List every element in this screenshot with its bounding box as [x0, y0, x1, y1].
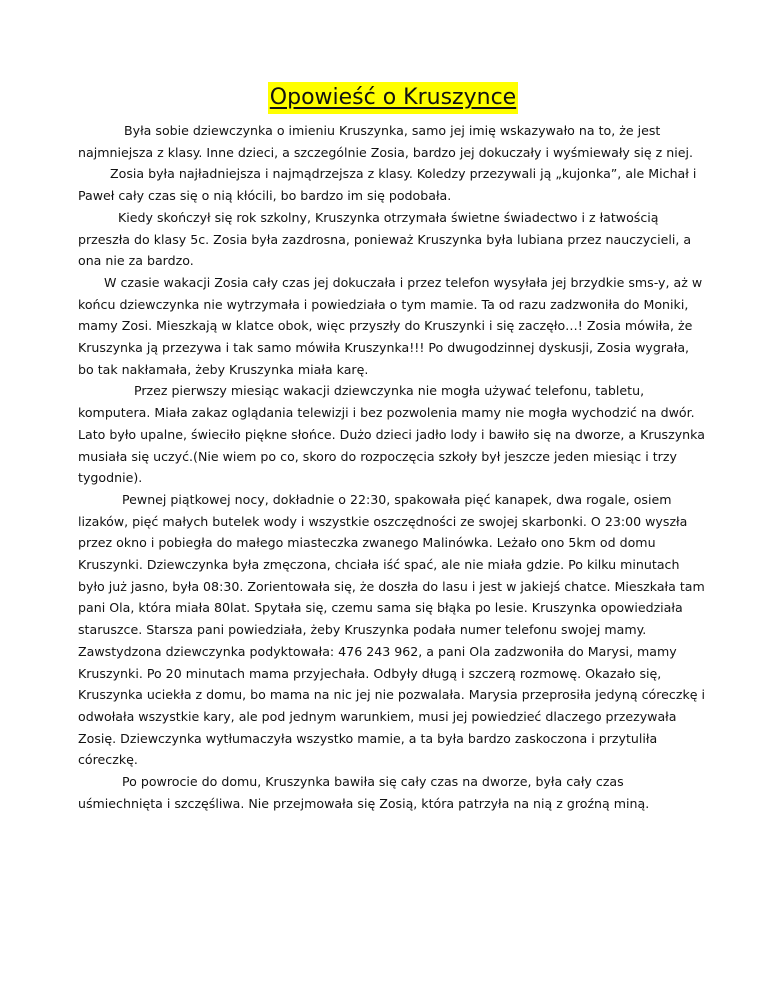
story-body: [78, 120, 708, 815]
document-title: Opowieść o Kruszynce: [268, 82, 518, 114]
paragraph-2: Zosia była najładniejsza i najmądrzejsza z klasy. Koledzy przezywali ją „kujonka”, ale Michał i Paweł cały czas się o nią kłócili, bo bardzo im się podobała.: [78, 166, 697, 204]
paragraph-6: Pewnej piątkowej nocy, dokładnie o 22:30, spakowała pięć kanapek, dwa rogale, osiem lizaków, pięć małych butelek wody i wszystkie oszczędności ze swojej skarbonki. O 23:00 wyszła przez okno i pobiegła do małego miasteczka zwanego Malinówka. Leżało ono 5km od domu Kruszynki. Dziewczynka była zmęczona, chciała iść spać, ale nie miała gdzie. Po kilku minutach było już jasno, była 08:30. Zorientowała się, że doszła do lasu i jest w jakiejś chatce. Mieszkała tam pani Ola, która miała 80lat. Spytała się, czemu sama się błąka po lesie. Kruszynka opowiedziała staruszce. Starsza pani powiedziała, żeby Kruszynka podała numer telefonu swojej mamy. Zawstydzona dziewczynka podyktowała: 476 243 962, a pani Ola zadzwoniła do Marysi, mamy Kruszynki. Po 20 minutach mama przyjechała. Odbyły długą i szczerą rozmowę. Okazało się, Kruszynka uciekła z domu, bo mama na nic jej nie pozwalała. Marysia przeprosiła jedyną córeczkę i odwołała wszystkie kary, ale pod jednym warunkiem, musi jej powiedzieć dlaczego przezywała Zosię. Dziewczynka wytłumaczyła wszystko mamie, a ta była bardzo zaskoczona i przytuliła córeczkę.: [78, 491, 705, 768]
paragraph-1: Była sobie dziewczynka o imieniu Kruszynka, samo jej imię wskazywało na to, że jest najmniejsza z klasy. Inne dzieci, a szczególnie Zosia, bardzo jej dokuczały i wyśmiewały się z niej.: [78, 123, 694, 160]
title-row: [78, 82, 708, 114]
paragraph-4: W czasie wakacji Zosia cały czas jej dokuczała i przez telefon wysyłała jej brzydkie sms-y, aż w końcu dziewczynka nie wytrzymała i powiedziała o tym mamie. Ta od razu zadzwoniła do Moniki, mamy Zosi. Mieszkają w klatce obok, więc przyszły do Kruszynki i się zaczęło…! Zosia mówiła, że Kruszynka ją przezywa i tak samo mówiła Kruszynka!!! Po dwugodzinnej dyskusji, Zosia wygrała, bo tak nakłamała, żeby Kruszynka miała karę.: [78, 274, 703, 377]
paragraph-3: Kiedy skończył się rok szkolny, Kruszynka otrzymała świetne świadectwo i z łatwością przeszła do klasy 5c. Zosia była zazdrosna, ponieważ Kruszynka była lubiana przez nauczycieli, a ona nie za bardzo.: [78, 209, 692, 269]
paragraph-5: Przez pierwszy miesiąc wakacji dziewczynka nie mogła używać telefonu, tabletu, komputera. Miała zakaz oglądania telewizji i bez pozwolenia mamy nie mogła wychodzić na dwór. Lato było upalne, świeciło piękne słońce. Dużo dzieci jadło lody i bawiło się na dworze, a Kruszynka musiała się uczyć.(Nie wiem po co, skoro do rozpoczęcia szkoły był jeszcze jeden miesiąc i trzy tygodnie).: [78, 383, 705, 486]
paragraph-7: Po powrocie do domu, Kruszynka bawiła się cały czas na dworze, była cały czas uśmiechnięta i szczęśliwa. Nie przejmowała się Zosią, która patrzyła na nią z groźną miną.: [78, 774, 650, 811]
